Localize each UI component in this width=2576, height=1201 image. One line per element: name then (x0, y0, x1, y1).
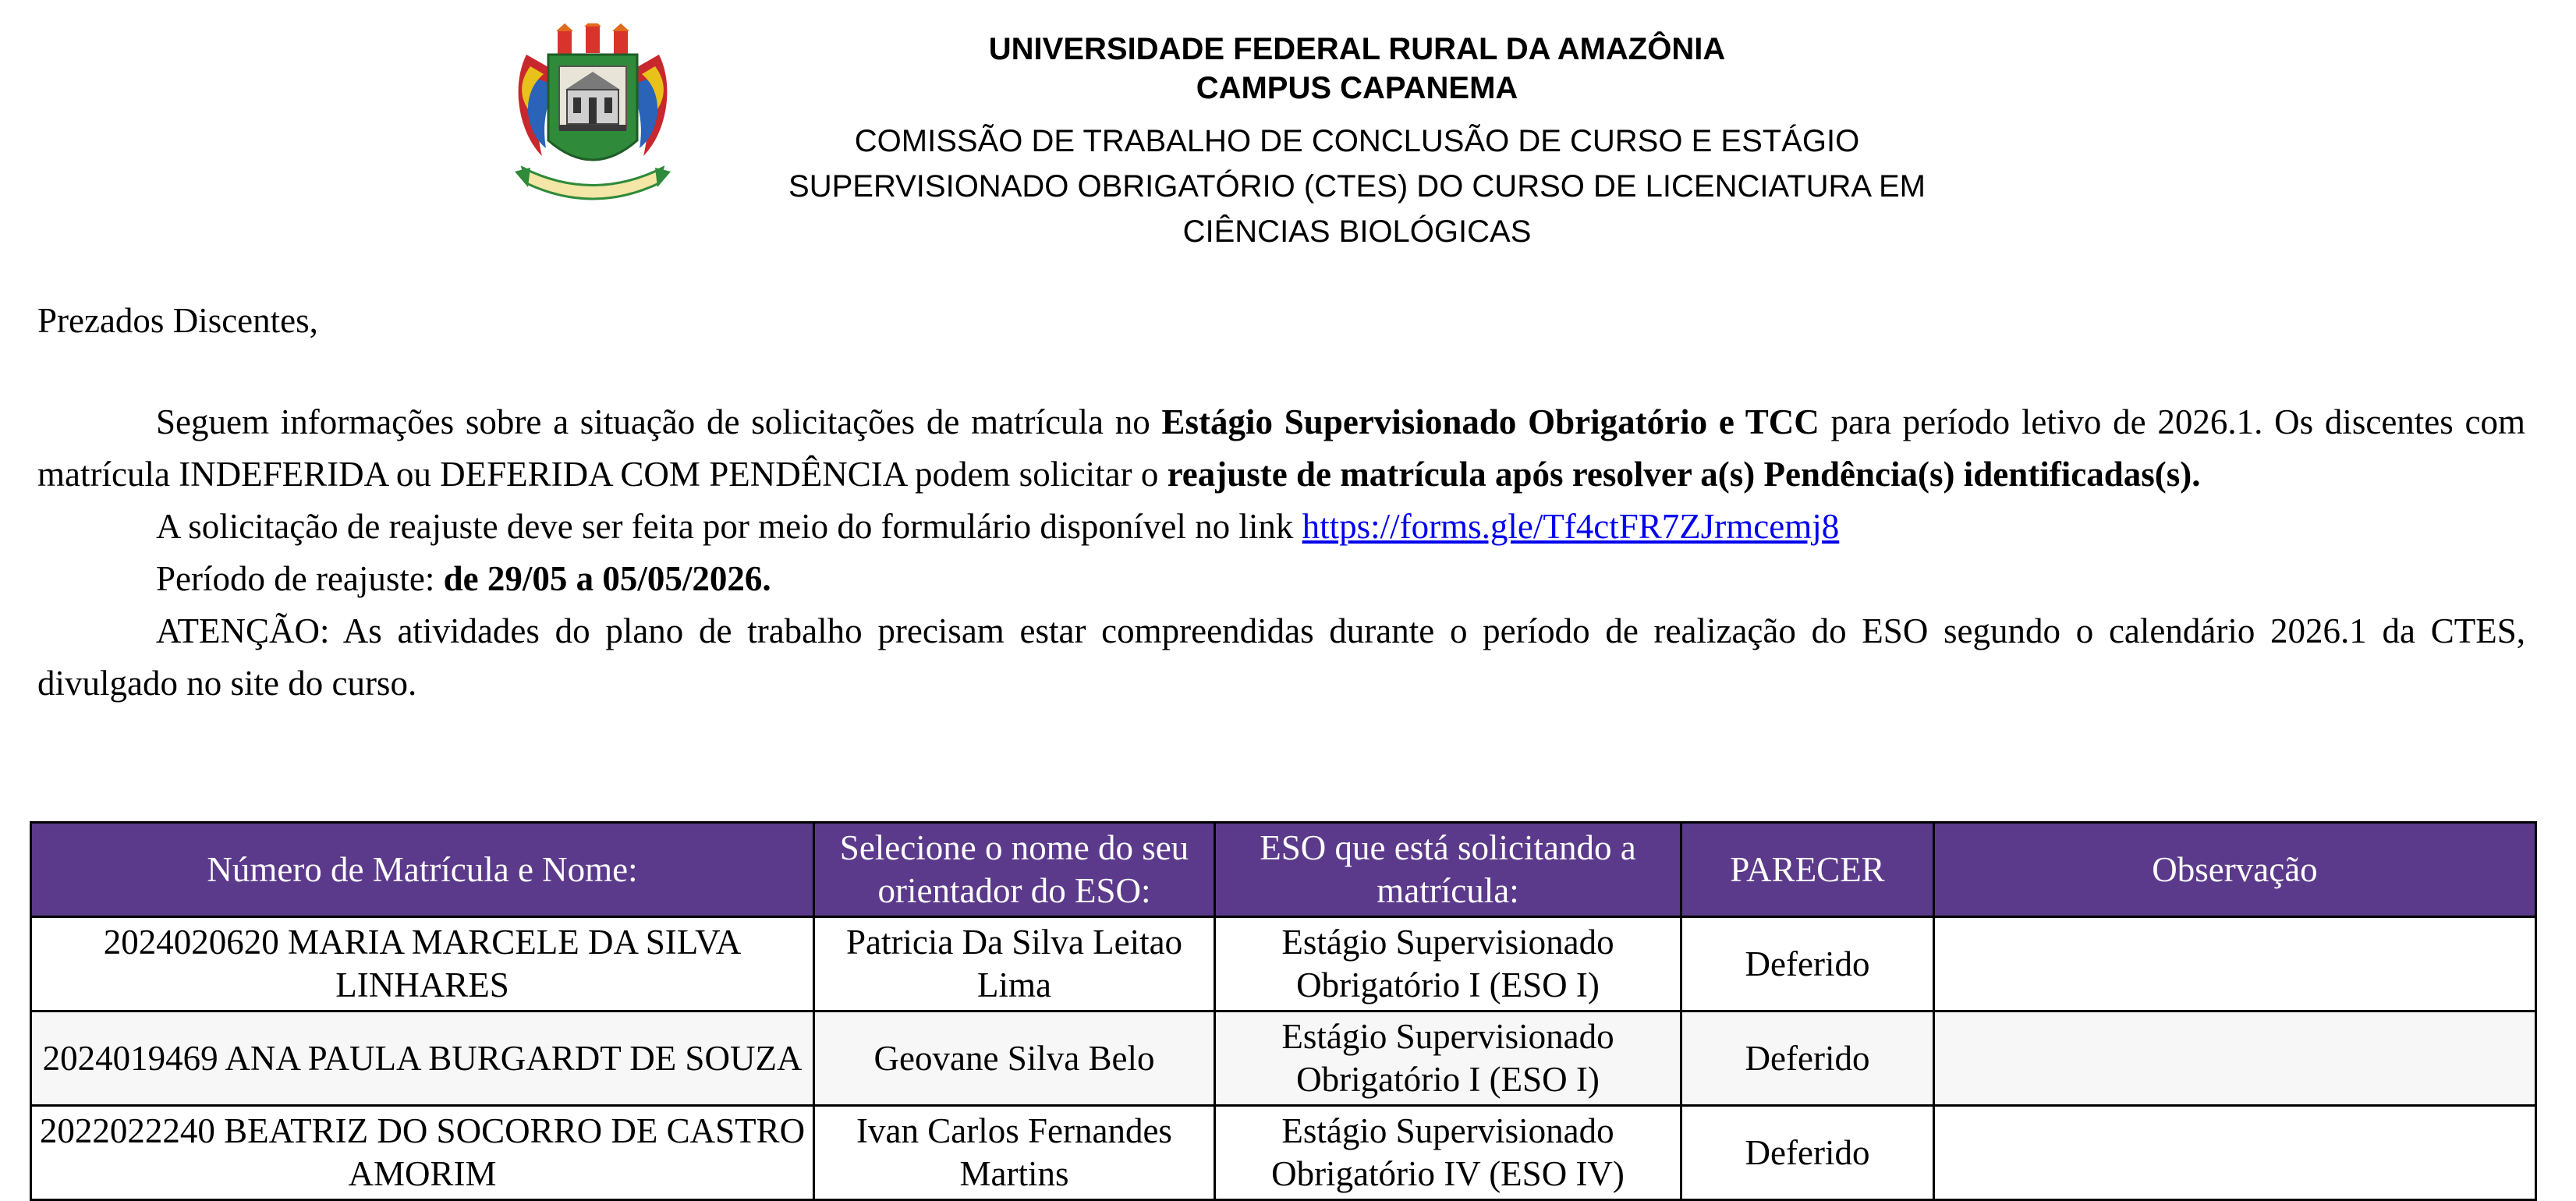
header-eso: ESO que está solicitando a matrícula: (1215, 823, 1681, 917)
header-enrollment-name: Número de Matrícula e Nome: (31, 823, 814, 917)
salutation: Prezados Discentes, (37, 301, 318, 340)
paragraph-form-link (37, 501, 2525, 553)
cell-eso: Estágio Supervisionado Obrigatório IV (ESO IV) (1215, 1106, 1681, 1200)
cell-advisor: Patricia Da Silva Leitao Lima (814, 917, 1215, 1011)
header-text-block (733, 30, 1981, 254)
commission-line-2: SUPERVISIONADO OBRIGATÓRIO (CTES) DO CURSO DE LICENCIATURA EM (788, 169, 1926, 204)
cell-student: 2024019469 ANA PAULA BURGARDT DE SOUZA (31, 1011, 814, 1106)
p1-text-b: Estágio Supervisionado Obrigatório e TCC (1161, 402, 1819, 441)
p1-text-d: reajuste de matrícula após resolver a(s) Pendência(s) identificadas(s). (1167, 455, 2201, 494)
form-link[interactable]: https://forms.gle/Tf4ctFR7ZJrmcemj8 (1302, 507, 1840, 546)
cell-observacao (1934, 1011, 2536, 1106)
table-row (31, 1011, 2536, 1106)
cell-eso: Estágio Supervisionado Obrigatório I (ESO I) (1215, 917, 1681, 1011)
p1-text-a: Seguem informações sobre a situação de solicitações de matrícula no (156, 402, 1162, 441)
cell-parecer: Deferido (1681, 917, 1934, 1011)
university-name: UNIVERSIDADE FEDERAL RURAL DA AMAZÔNIA (988, 32, 1726, 66)
commission-line-3: CIÊNCIAS BIOLÓGICAS (1182, 214, 1532, 249)
paragraph-enrollment-info (37, 396, 2525, 501)
cell-observacao (1934, 917, 2536, 1011)
header-parecer: PARECER (1681, 823, 1934, 917)
cell-advisor: Geovane Silva Belo (814, 1011, 1215, 1106)
cell-observacao (1934, 1106, 2536, 1200)
p3-text-a: Período de reajuste: (156, 559, 444, 598)
paragraph-attention: ATENÇÃO: As atividades do plano de trabalho precisam estar compreendidas durante o período de realização do ESO segundo o calendário 2026.1 da CTES, divulgado no site do curso. (37, 611, 2525, 703)
table-row (31, 917, 2536, 1011)
cell-parecer: Deferido (1681, 1106, 1934, 1200)
p2-text-a: A solicitação de reajuste deve ser feita por meio do formulário disponível no link (156, 507, 1302, 546)
header-observacao: Observação (1934, 823, 2536, 917)
table-header-row (31, 823, 2536, 917)
cell-eso: Estágio Supervisionado Obrigatório I (ESO I) (1215, 1011, 1681, 1106)
cell-parecer: Deferido (1681, 1011, 1934, 1106)
cell-student: 2024020620 MARIA MARCELE DA SILVA LINHARES (31, 917, 814, 1011)
document-header (0, 0, 2576, 257)
commission-line-1: COMISSÃO DE TRABALHO DE CONCLUSÃO DE CURSO E ESTÁGIO (854, 124, 1860, 158)
cell-student: 2022022240 BEATRIZ DO SOCORRO DE CASTRO AMORIM (31, 1106, 814, 1200)
enrollment-table-container (30, 821, 2535, 1201)
university-crest-icon (511, 23, 675, 203)
paragraph-period (37, 553, 2525, 605)
campus-name: CAMPUS CAPANEMA (1196, 71, 1518, 105)
letter-body (37, 295, 2525, 710)
p3-text-b: de 29/05 a 05/05/2026. (443, 559, 771, 598)
header-advisor: Selecione o nome do seu orientador do ESO: (814, 823, 1215, 917)
enrollment-table (30, 821, 2537, 1201)
cell-advisor: Ivan Carlos Fernandes Martins (814, 1106, 1215, 1200)
table-row (31, 1106, 2536, 1200)
p1-text-c: para período letivo de 2026.1. Os discentes com matrícula INDEFERIDA ou DEFERIDA COM PENDÊNCIA podem solicitar o (37, 402, 2525, 494)
